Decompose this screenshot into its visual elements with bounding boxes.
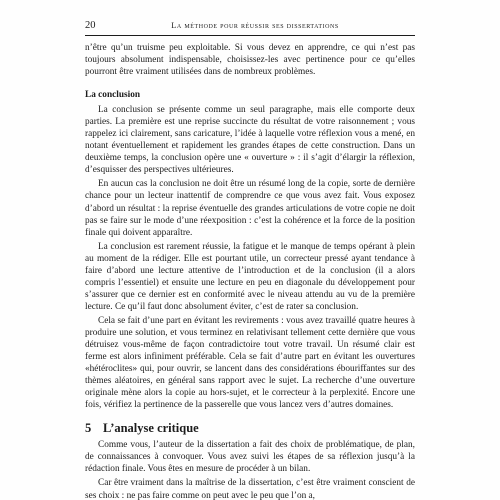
page-body (85, 42, 415, 500)
header-rule (85, 35, 415, 36)
running-head: La méthode pour réussir ses dissertations (171, 21, 339, 30)
page-header (85, 19, 415, 33)
section-paragraph-2: Car être vraiment dans la maîtrise de la dissertation, c’est être vraiment conscient de ses choix : ne pas faire comme on peut avec le peu que l’on a, (85, 478, 415, 500)
section-number: 5 (85, 421, 92, 436)
section-heading (85, 421, 415, 436)
subheading-conclusion: La conclusion (85, 90, 141, 101)
page-number: 20 (85, 20, 96, 31)
conclusion-paragraph-1: La conclusion se présente comme un seul paragraphe, mais elle comporte deux parties. La première est une reprise succincte du résultat de votre raisonnement ; vous rappelez ici clairement, sans caricature, l’idée à laquelle votre réflexion vous a mené, en notant éventuellement et rapidement les grandes étapes de cette construction. Dans un deuxième temps, la conclusion opère une « ouverture » : il s’agit d’élargir la réflexion, d’esquisser des perspectives ultérieures. (85, 105, 415, 176)
section-title: L’analyse critique (103, 421, 199, 436)
section-paragraph-1: Comme vous, l’auteur de la dissertation a fait des choix de problématique, de plan, de connaissances à convoquer. Vous avez suivi les étapes de sa réflexion jusqu’à la rédaction finale. Vous êtes en mesure de procéder à un bilan. (85, 440, 415, 475)
conclusion-paragraph-3: La conclusion est rarement réussie, la fatigue et le manque de temps opérant à plein au moment de la rédiger. Elle est pourtant utile, un correcteur pressé ayant tendance à faire d’abord une lecture attentive de l’introduction et de la conclusion (il a alors compris l’essentiel) et ensuite une lecture en peu en diagonale du développement pour s’assurer que ce dernier est en conformité avec le niveau attendu au vu de la première lecture. Ce qu’il faut donc absolument éviter, c’est de rater sa conclusion. (85, 241, 415, 312)
conclusion-paragraph-4: Cela se fait d’une part en évitant les revirements : vous avez travaillé quatre heures à produire une solution, et vous terminez en relativisant tellement cette dernière que vous détruisez vous-même de façon contradictoire tout votre travail. Un résumé clair est ferme est alors infiniment préférable. Cela se fait d’autre part en évitant les ouvertures «hétéroclites» qui, pour ouvrir, se lancent dans des considérations ébouriffantes sur des thèmes aléatoires, en général sans rapport avec le sujet. La recherche d’une ouverture originale mène alors la copie au hors-sujet, et le correcteur à la perplexité. Encore une fois, vérifiez la pertinence de la passerelle que vous lancez vers d’autres domaines. (85, 315, 415, 411)
intro-paragraph: n’être qu’un truisme peu exploitable. Si vous devez en apprendre, ce qui n’est pas toujours absolument indispensable, choisissez-les avec pertinence pour ce qu’elles pourront être vraiment utilisées dans de nombreux problèmes. (85, 43, 415, 78)
conclusion-paragraph-2: En aucun cas la conclusion ne doit être un résumé long de la copie, sorte de dernière chance pour un lecteur inattentif de comprendre ce que vous avez fait. Vous exposez d’abord un résultat : la reprise éventuelle des grandes articulations de votre copie ne doit pas se faire sur le mode d’une réexposition : c’est la cohérence et la force de la position finale qui doivent apparaître. (85, 179, 415, 238)
